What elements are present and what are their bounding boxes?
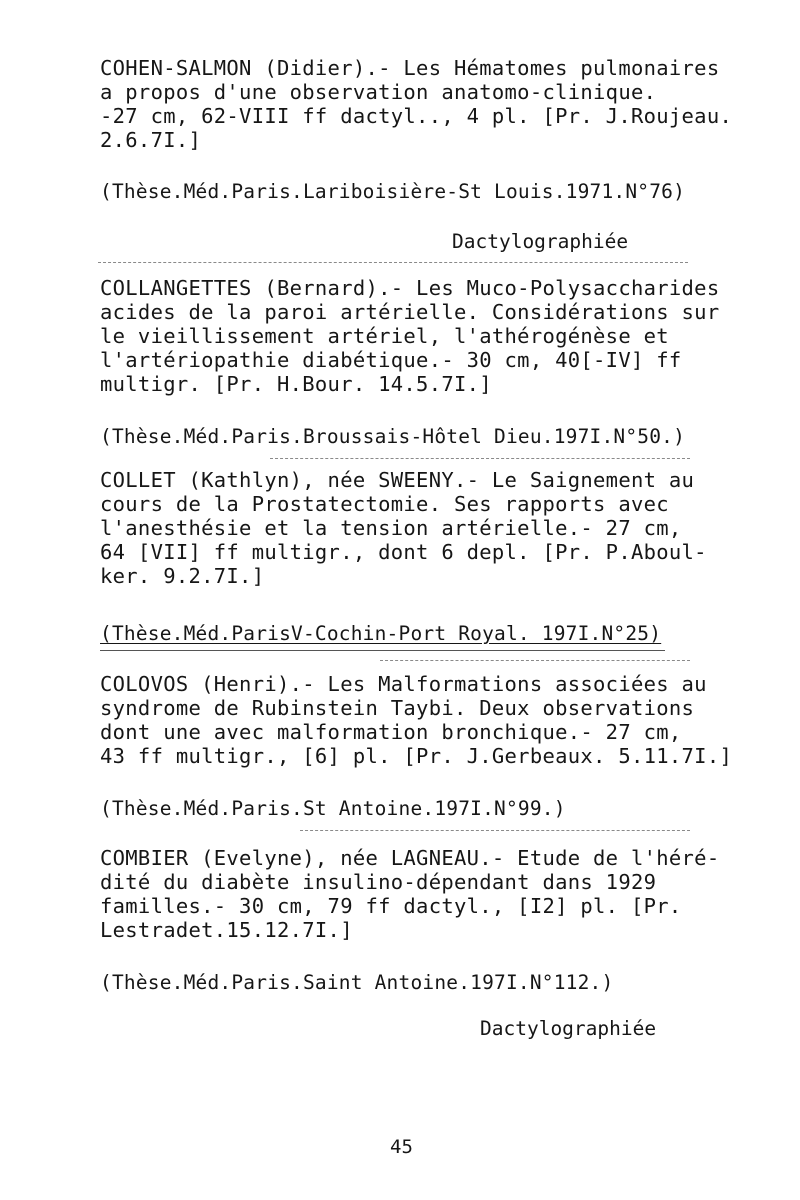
thesis-source: (Thèse.Méd.ParisV-Cochin-Port Royal. 197I.N°25) <box>100 622 662 645</box>
thesis-source: (Thèse.Méd.Paris.St Antoine.197I.N°99.) <box>100 797 566 820</box>
entry-divider <box>98 262 688 263</box>
entry-line: familles.- 30 cm, 79 ff dactyl., [I2] pl. [Pr. <box>100 894 682 918</box>
catalog-entry <box>100 468 710 588</box>
entry-line: le vieillissement artériel, l'athérogénèse et <box>100 324 669 348</box>
entry-divider <box>300 830 690 831</box>
entry-divider <box>380 660 690 661</box>
thesis-source: (Thèse.Méd.Paris.Broussais-Hôtel Dieu.197I.N°50.) <box>100 425 686 448</box>
entry-line: COLOVOS (Henri).- Les Malformations associées au <box>100 672 707 696</box>
entry-line: acides de la paroi artérielle. Considérations sur <box>100 300 720 324</box>
catalog-entry <box>100 56 733 152</box>
entry-line: Lestradet.15.12.7I.] <box>100 918 353 942</box>
entry-line: COHEN-SALMON (Didier).- Les Hématomes pulmonaires <box>100 56 720 80</box>
catalog-entry <box>100 846 720 942</box>
entry-line: -27 cm, 62-VIII ff dactyl.., 4 pl. [Pr. J.Roujeau. <box>100 104 733 128</box>
typewritten-note: Dactylographiée <box>480 1017 657 1040</box>
page-number: 45 <box>390 1136 413 1158</box>
entry-line: 43 ff multigr., [6] pl. [Pr. J.Gerbeaux. 5.11.7I.] <box>100 744 733 768</box>
thesis-source: (Thèse.Méd.Paris.Lariboisière-St Louis.1971.N°76) <box>100 180 686 203</box>
entry-line: 64 [VII] ff multigr., dont 6 depl. [Pr. P.Aboul- <box>100 540 707 564</box>
catalog-entry <box>100 672 733 768</box>
entry-line: l'anesthésie et la tension artérielle.- 27 cm, <box>100 516 682 540</box>
entry-divider <box>100 650 665 651</box>
entry-line: cours de la Prostatectomie. Ses rapports avec <box>100 492 669 516</box>
entry-divider <box>270 458 690 459</box>
entry-line: COLLANGETTES (Bernard).- Les Muco-Polysaccharides <box>100 276 720 300</box>
entry-line: l'artériopathie diabétique.- 30 cm, 40[-IV] ff <box>100 348 682 372</box>
entry-line: dité du diabète insulino-dépendant dans 1929 <box>100 870 657 894</box>
entry-line: dont une avec malformation bronchique.- 27 cm, <box>100 720 682 744</box>
entry-line: syndrome de Rubinstein Taybi. Deux observations <box>100 696 695 720</box>
entry-line: ker. 9.2.7I.] <box>100 564 265 588</box>
entry-line: COMBIER (Evelyne), née LAGNEAU.- Etude de l'héré- <box>100 846 720 870</box>
thesis-source: (Thèse.Méd.Paris.Saint Antoine.197I.N°112.) <box>100 971 614 994</box>
entry-line: multigr. [Pr. H.Bour. 14.5.7I.] <box>100 372 492 396</box>
entry-line: a propos d'une observation anatomo-clinique. <box>100 80 657 104</box>
entry-line: 2.6.7I.] <box>100 128 202 152</box>
entry-line: COLLET (Kathlyn), née SWEENY.- Le Saignement au <box>100 468 695 492</box>
catalog-entry <box>100 276 720 396</box>
typewritten-note: Dactylographiée <box>452 230 629 253</box>
